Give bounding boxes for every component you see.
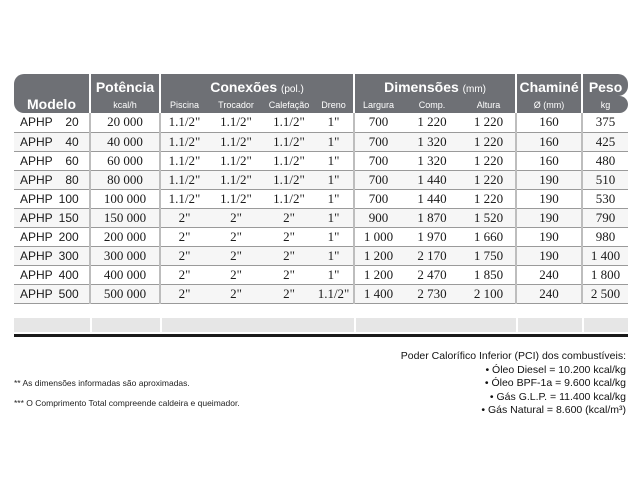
cell-dreno: 1" bbox=[314, 132, 354, 151]
table-row bbox=[14, 151, 628, 170]
cell-comp: 1 970 bbox=[402, 227, 462, 246]
cell-largura: 1 000 bbox=[354, 227, 402, 246]
model-name: APHP bbox=[20, 191, 53, 206]
cell-calefacao: 2" bbox=[264, 227, 314, 246]
cell-dreno: 1" bbox=[314, 189, 354, 208]
cell-trocador: 2" bbox=[208, 246, 264, 265]
table-bottom-rule bbox=[14, 334, 628, 337]
footnote-length: *** O Comprimento Total compreende caldeira e queimador. bbox=[14, 398, 240, 408]
model-name: APHP bbox=[20, 172, 53, 187]
cell-potencia: 400 000 bbox=[90, 265, 160, 284]
cell-model bbox=[14, 170, 90, 189]
cell-peso: 980 bbox=[582, 227, 628, 246]
header-modelo: Modelo bbox=[14, 74, 90, 113]
cell-altura: 1 220 bbox=[462, 170, 516, 189]
cell-altura: 2 100 bbox=[462, 284, 516, 303]
header-piscina: Piscina bbox=[160, 96, 208, 113]
cell-calefacao: 2" bbox=[264, 265, 314, 284]
cell-dreno: 1" bbox=[314, 265, 354, 284]
cell-potencia: 80 000 bbox=[90, 170, 160, 189]
model-name: APHP bbox=[20, 115, 53, 130]
cell-piscina: 1.1/2" bbox=[160, 189, 208, 208]
header-potencia: Potência bbox=[90, 74, 160, 96]
cell-peso: 1 800 bbox=[582, 265, 628, 284]
cell-comp: 1 870 bbox=[402, 208, 462, 227]
model-number: 500 bbox=[58, 286, 79, 301]
model-name: APHP bbox=[20, 267, 53, 282]
model-number: 150 bbox=[58, 210, 79, 225]
model-number: 400 bbox=[58, 267, 79, 282]
cell-chamine: 190 bbox=[516, 208, 582, 227]
cell-calefacao: 2" bbox=[264, 284, 314, 303]
table-row bbox=[14, 189, 628, 208]
cell-dreno: 1" bbox=[314, 246, 354, 265]
cell-largura: 1 200 bbox=[354, 246, 402, 265]
cell-altura: 1 520 bbox=[462, 208, 516, 227]
cell-calefacao: 1.1/2" bbox=[264, 151, 314, 170]
table-body bbox=[14, 113, 628, 303]
footnotes bbox=[14, 378, 240, 418]
cell-largura: 700 bbox=[354, 189, 402, 208]
cell-chamine: 190 bbox=[516, 170, 582, 189]
header-comp: Comp. bbox=[402, 96, 462, 113]
spec-table-wrapper bbox=[14, 74, 628, 304]
cell-peso: 530 bbox=[582, 189, 628, 208]
cell-piscina: 1.1/2" bbox=[160, 151, 208, 170]
cell-piscina: 2" bbox=[160, 284, 208, 303]
cell-altura: 1 220 bbox=[462, 189, 516, 208]
cell-potencia: 500 000 bbox=[90, 284, 160, 303]
table-row bbox=[14, 246, 628, 265]
cell-altura: 1 850 bbox=[462, 265, 516, 284]
cell-model bbox=[14, 284, 90, 303]
cell-largura: 700 bbox=[354, 170, 402, 189]
table-header bbox=[14, 74, 628, 113]
model-name: APHP bbox=[20, 229, 53, 244]
cell-peso: 1 400 bbox=[582, 246, 628, 265]
footnote-dimensions: ** As dimensões informadas são aproximadas. bbox=[14, 378, 190, 388]
cell-piscina: 1.1/2" bbox=[160, 170, 208, 189]
cell-piscina: 2" bbox=[160, 265, 208, 284]
cell-model bbox=[14, 151, 90, 170]
cell-chamine: 160 bbox=[516, 113, 582, 132]
cell-piscina: 2" bbox=[160, 246, 208, 265]
cell-dreno: 1" bbox=[314, 113, 354, 132]
header-dimensoes-unit: (mm) bbox=[462, 84, 486, 95]
cell-largura: 900 bbox=[354, 208, 402, 227]
cell-peso: 790 bbox=[582, 208, 628, 227]
blank-footer-row bbox=[14, 318, 628, 332]
table-row bbox=[14, 208, 628, 227]
cell-model bbox=[14, 113, 90, 132]
cell-largura: 1 200 bbox=[354, 265, 402, 284]
cell-trocador: 1.1/2" bbox=[208, 151, 264, 170]
cell-comp: 1 220 bbox=[402, 113, 462, 132]
cell-largura: 1 400 bbox=[354, 284, 402, 303]
model-number: 100 bbox=[58, 191, 79, 206]
header-chamine: Chaminé bbox=[516, 74, 582, 96]
header-conexoes bbox=[160, 74, 354, 96]
cell-piscina: 1.1/2" bbox=[160, 113, 208, 132]
cell-comp: 1 440 bbox=[402, 189, 462, 208]
pci-item: • Óleo Diesel = 10.200 kcal/kg bbox=[485, 363, 626, 376]
model-name: APHP bbox=[20, 210, 53, 225]
cell-potencia: 300 000 bbox=[90, 246, 160, 265]
cell-dreno: 1.1/2" bbox=[314, 284, 354, 303]
cell-dreno: 1" bbox=[314, 170, 354, 189]
pci-box bbox=[401, 350, 626, 418]
cell-piscina: 2" bbox=[160, 208, 208, 227]
cell-comp: 2 730 bbox=[402, 284, 462, 303]
cell-trocador: 1.1/2" bbox=[208, 113, 264, 132]
model-number: 200 bbox=[58, 229, 79, 244]
header-calefacao: Calefação bbox=[264, 96, 314, 113]
model-name: APHP bbox=[20, 134, 53, 149]
header-dimensoes bbox=[354, 74, 516, 96]
header-conexoes-unit: (pol.) bbox=[281, 84, 304, 95]
pci-title: Poder Calorífico Inferior (PCI) dos combustíveis: bbox=[400, 350, 626, 362]
cell-potencia: 60 000 bbox=[90, 151, 160, 170]
cell-comp: 2 470 bbox=[402, 265, 462, 284]
header-largura: Largura bbox=[354, 96, 402, 113]
cell-trocador: 1.1/2" bbox=[208, 189, 264, 208]
model-number: 60 bbox=[65, 153, 79, 168]
model-name: APHP bbox=[20, 153, 53, 168]
cell-calefacao: 2" bbox=[264, 246, 314, 265]
cell-chamine: 240 bbox=[516, 265, 582, 284]
header-peso: Peso bbox=[582, 74, 628, 96]
header-chamine-unit: Ø (mm) bbox=[516, 96, 582, 113]
cell-peso: 2 500 bbox=[582, 284, 628, 303]
table-row bbox=[14, 265, 628, 284]
cell-model bbox=[14, 265, 90, 284]
cell-potencia: 200 000 bbox=[90, 227, 160, 246]
header-potencia-unit: kcal/h bbox=[90, 96, 160, 113]
cell-calefacao: 2" bbox=[264, 208, 314, 227]
header-trocador: Trocador bbox=[208, 96, 264, 113]
cell-chamine: 190 bbox=[516, 246, 582, 265]
cell-chamine: 160 bbox=[516, 132, 582, 151]
cell-model bbox=[14, 227, 90, 246]
table-row bbox=[14, 227, 628, 246]
model-number: 20 bbox=[65, 115, 79, 130]
cell-calefacao: 1.1/2" bbox=[264, 132, 314, 151]
cell-chamine: 160 bbox=[516, 151, 582, 170]
spec-table bbox=[14, 74, 628, 304]
cell-calefacao: 1.1/2" bbox=[264, 189, 314, 208]
cell-potencia: 40 000 bbox=[90, 132, 160, 151]
cell-largura: 700 bbox=[354, 132, 402, 151]
model-number: 80 bbox=[65, 172, 79, 187]
cell-peso: 480 bbox=[582, 151, 628, 170]
model-name: APHP bbox=[20, 248, 53, 263]
cell-comp: 1 320 bbox=[402, 132, 462, 151]
cell-altura: 1 220 bbox=[462, 113, 516, 132]
cell-altura: 1 660 bbox=[462, 227, 516, 246]
cell-trocador: 1.1/2" bbox=[208, 132, 264, 151]
cell-trocador: 2" bbox=[208, 227, 264, 246]
pci-item: • Gás G.L.P. = 11.400 kcal/kg bbox=[489, 390, 626, 403]
cell-chamine: 190 bbox=[516, 227, 582, 246]
cell-comp: 2 170 bbox=[402, 246, 462, 265]
cell-largura: 700 bbox=[354, 113, 402, 132]
cell-largura: 700 bbox=[354, 151, 402, 170]
cell-dreno: 1" bbox=[314, 151, 354, 170]
cell-peso: 425 bbox=[582, 132, 628, 151]
cell-model bbox=[14, 189, 90, 208]
header-altura: Altura bbox=[462, 96, 516, 113]
cell-potencia: 100 000 bbox=[90, 189, 160, 208]
cell-altura: 1 750 bbox=[462, 246, 516, 265]
table-row bbox=[14, 284, 628, 303]
cell-trocador: 2" bbox=[208, 284, 264, 303]
cell-trocador: 2" bbox=[208, 265, 264, 284]
cell-dreno: 1" bbox=[314, 208, 354, 227]
table-row bbox=[14, 170, 628, 189]
pci-item: • Óleo BPF-1a = 9.600 kcal/kg bbox=[484, 377, 626, 389]
cell-chamine: 190 bbox=[516, 189, 582, 208]
cell-calefacao: 1.1/2" bbox=[264, 170, 314, 189]
model-number: 40 bbox=[65, 134, 79, 149]
cell-model bbox=[14, 208, 90, 227]
model-number: 300 bbox=[58, 248, 79, 263]
header-conexoes-label: Conexões bbox=[210, 79, 278, 95]
cell-comp: 1 440 bbox=[402, 170, 462, 189]
cell-altura: 1 220 bbox=[462, 132, 516, 151]
cell-trocador: 2" bbox=[208, 208, 264, 227]
cell-potencia: 150 000 bbox=[90, 208, 160, 227]
cell-model bbox=[14, 132, 90, 151]
cell-model bbox=[14, 246, 90, 265]
header-peso-unit: kg bbox=[582, 96, 628, 113]
table-row bbox=[14, 113, 628, 132]
header-dimensoes-label: Dimensões bbox=[384, 79, 459, 95]
cell-comp: 1 320 bbox=[402, 151, 462, 170]
header-dreno: Dreno bbox=[314, 96, 354, 113]
cell-altura: 1 220 bbox=[462, 151, 516, 170]
pci-item: • Gás Natural = 8.600 (kcal/m³) bbox=[481, 404, 626, 416]
cell-peso: 510 bbox=[582, 170, 628, 189]
table-row bbox=[14, 132, 628, 151]
model-name: APHP bbox=[20, 286, 53, 301]
cell-potencia: 20 000 bbox=[90, 113, 160, 132]
cell-calefacao: 1.1/2" bbox=[264, 113, 314, 132]
cell-trocador: 1.1/2" bbox=[208, 170, 264, 189]
cell-peso: 375 bbox=[582, 113, 628, 132]
cell-piscina: 1.1/2" bbox=[160, 132, 208, 151]
cell-dreno: 1" bbox=[314, 227, 354, 246]
cell-piscina: 2" bbox=[160, 227, 208, 246]
cell-chamine: 240 bbox=[516, 284, 582, 303]
